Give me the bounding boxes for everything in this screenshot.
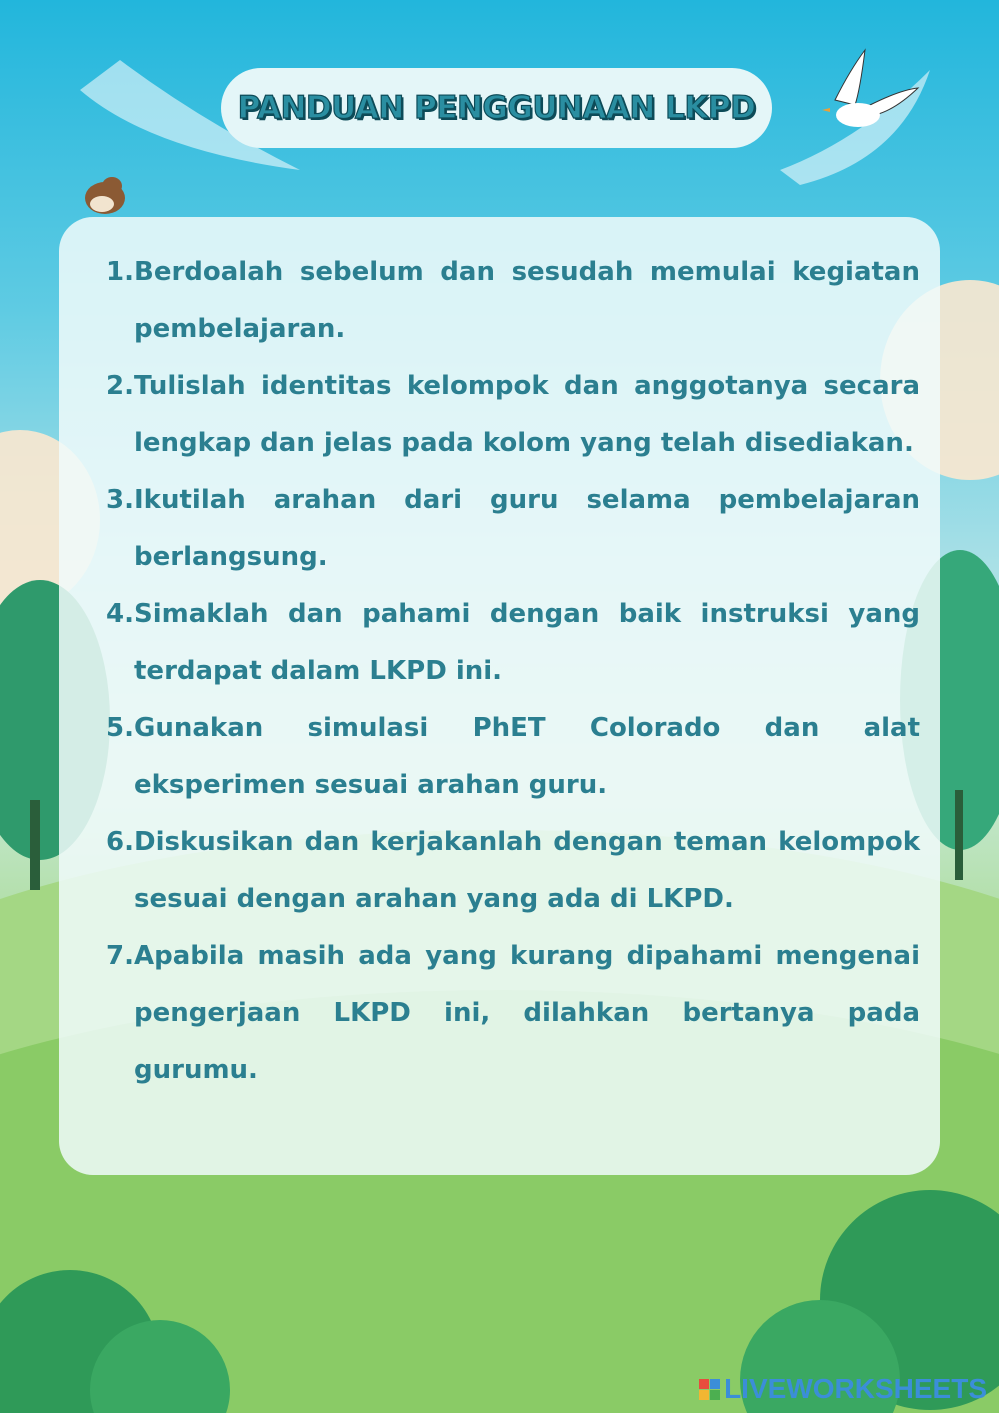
watermark-text: LIVEWORKSHEETS <box>724 1373 987 1404</box>
item-number: 6. <box>106 827 134 857</box>
item-number: 7. <box>106 941 134 971</box>
item-number: 2. <box>106 371 134 401</box>
list-item <box>100 472 920 586</box>
list-item <box>100 244 920 358</box>
item-number: 5. <box>106 713 134 743</box>
list-item <box>100 928 920 1099</box>
item-text: Ikutilah arahan dari guru selama pembelajaran berlangsung. <box>134 485 920 572</box>
liveworksheets-logo-icon <box>699 1379 720 1400</box>
item-text: Apabila masih ada yang kurang dipahami mengenai pengerjaan LKPD ini, dilahkan bertanya pada gurumu. <box>134 941 920 1085</box>
item-number: 4. <box>106 599 134 629</box>
page-title: PANDUAN PENGGUNAAN LKPD <box>237 90 756 126</box>
sparrow-icon <box>85 177 125 214</box>
item-text: Simaklah dan pahami dengan baik instruksi yang terdapat dalam LKPD ini. <box>134 599 920 686</box>
item-text: Gunakan simulasi PhET Colorado dan alat eksperimen sesuai arahan guru. <box>134 713 920 800</box>
liveworksheets-watermark[interactable] <box>699 1373 987 1405</box>
instructions-list <box>100 244 920 1099</box>
item-number: 3. <box>106 485 134 515</box>
list-item <box>100 700 920 814</box>
list-item <box>100 814 920 928</box>
item-number: 1. <box>106 257 134 287</box>
list-item <box>100 358 920 472</box>
item-text: Berdoalah sebelum dan sesudah memulai kegiatan pembelajaran. <box>134 257 920 344</box>
item-text: Tulislah identitas kelompok dan anggotanya secara lengkap dan jelas pada kolom yang telah disediakan. <box>134 371 920 458</box>
item-text: Diskusikan dan kerjakanlah dengan teman kelompok sesuai dengan arahan yang ada di LKPD. <box>134 827 920 914</box>
title-banner <box>221 68 772 148</box>
list-item <box>100 586 920 700</box>
